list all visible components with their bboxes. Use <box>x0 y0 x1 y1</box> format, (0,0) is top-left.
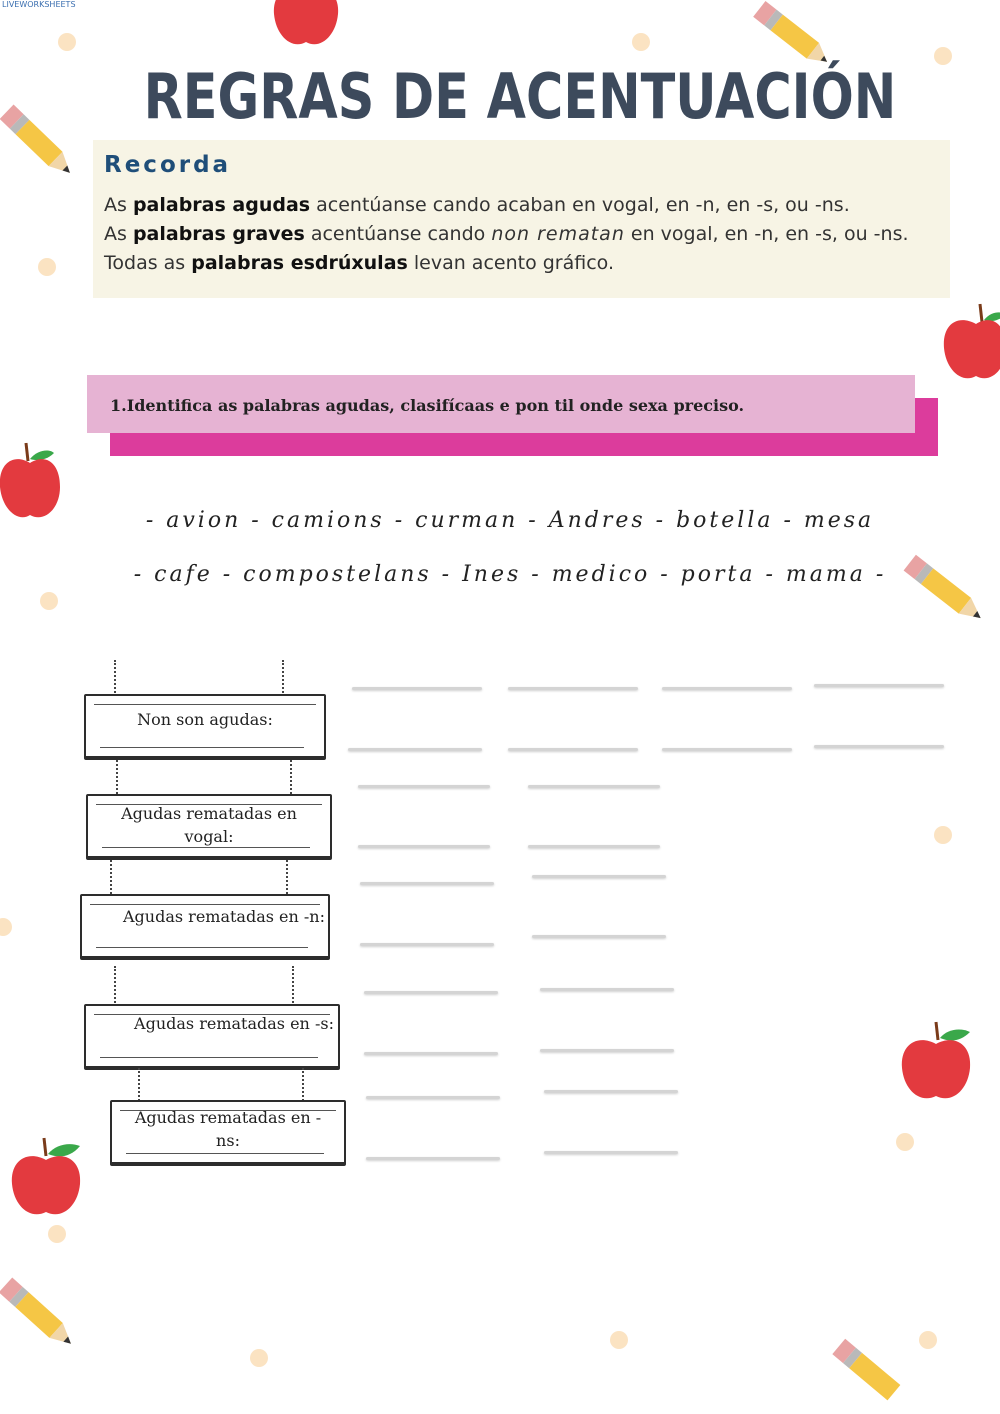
answer-line[interactable] <box>366 1157 500 1160</box>
sign-chain <box>292 966 298 1006</box>
sign-agudas-s <box>84 966 340 1070</box>
answer-line[interactable] <box>814 684 944 687</box>
answer-line[interactable] <box>662 748 792 751</box>
apple-icon <box>898 1016 974 1104</box>
answer-line[interactable] <box>364 1052 498 1055</box>
decor-dot <box>610 1331 628 1349</box>
answer-line[interactable] <box>532 935 666 938</box>
rule-term: palabras graves <box>132 223 305 245</box>
pencil-icon <box>0 1270 84 1360</box>
page-title: REGRAS DE ACENTUACIÓN <box>143 60 897 133</box>
sign-chain <box>302 1068 308 1104</box>
sign-chain <box>286 860 292 898</box>
word-list-line-1: - avion - camions - curman - Andres - botella - mesa <box>145 508 875 533</box>
decor-dot <box>40 592 58 610</box>
answer-line[interactable] <box>508 687 638 690</box>
sign-chain <box>116 760 122 798</box>
pencil-icon <box>0 98 84 188</box>
rule-agudas <box>104 194 850 216</box>
answer-line[interactable] <box>532 875 666 878</box>
answer-line[interactable] <box>528 845 660 848</box>
rule-term: palabras esdrúxulas <box>191 252 408 274</box>
sign-agudas-ns <box>110 1068 346 1166</box>
recorda-heading: Recorda <box>104 152 232 178</box>
sign-label: Agudas rematadas en -n: <box>122 907 325 926</box>
apple-icon <box>8 1132 84 1220</box>
decor-dot <box>38 258 56 276</box>
answer-line[interactable] <box>544 1090 678 1093</box>
sign-non-agudas <box>84 660 326 760</box>
decor-dot <box>0 918 12 936</box>
sign-chain <box>110 860 116 898</box>
exercise-instruction: 1.Identifica as palabras agudas, clasifícaas e pon til onde sexa preciso. <box>110 396 745 415</box>
answer-line[interactable] <box>544 1151 678 1154</box>
decor-dot <box>934 826 952 844</box>
answer-line[interactable] <box>358 845 490 848</box>
sign-label: Agudas rematadas en -ns: <box>134 1108 322 1150</box>
answer-line[interactable] <box>508 748 638 751</box>
pencil-icon <box>900 546 992 636</box>
rule-text: acentúanse cando acaban en vogal, en -n, en -s, ou -ns. <box>310 194 850 216</box>
sign-chain <box>114 966 120 1006</box>
sign-chain <box>290 760 296 798</box>
answer-line[interactable] <box>358 785 490 788</box>
sign-chain <box>138 1068 144 1104</box>
answer-line[interactable] <box>348 748 482 751</box>
word-list-line-2: - cafe - compostelans - Ines - medico - porta - mama - <box>133 562 887 587</box>
answer-line[interactable] <box>364 991 498 994</box>
rule-emphasis: non rematan <box>491 223 625 245</box>
rule-text: levan acento gráfico. <box>407 252 614 274</box>
answer-line[interactable] <box>360 943 494 946</box>
answer-line[interactable] <box>366 1096 500 1099</box>
decor-dot <box>58 33 76 51</box>
sign-label: Agudas rematadas en vogal: <box>121 804 297 846</box>
rule-graves <box>104 223 909 245</box>
sign-agudas-vogal <box>86 760 332 860</box>
rule-text: As <box>104 194 133 216</box>
sign-agudas-n <box>80 860 330 960</box>
rule-esdruxulas <box>104 252 614 274</box>
answer-line[interactable] <box>528 785 660 788</box>
rule-text: en vogal, en -n, en -s, ou -ns. <box>624 223 909 245</box>
apple-icon <box>268 0 344 52</box>
watermark: LIVEWORKSHEETS <box>2 0 76 9</box>
decor-dot <box>48 1225 66 1243</box>
sign-label: Non son agudas: <box>137 710 273 729</box>
answer-line[interactable] <box>540 988 674 991</box>
answer-line[interactable] <box>814 745 944 748</box>
rule-term: palabras agudas <box>132 194 311 216</box>
rule-text: Todas as <box>104 252 192 274</box>
answer-line[interactable] <box>360 882 494 885</box>
rule-text: acentúanse cando <box>304 223 492 245</box>
decor-dot <box>896 1133 914 1151</box>
answer-line[interactable] <box>540 1049 674 1052</box>
pencil-icon <box>826 1336 922 1414</box>
apple-icon <box>940 298 1000 384</box>
rule-text: As <box>104 223 133 245</box>
answer-line[interactable] <box>352 687 482 690</box>
decor-dot <box>632 33 650 51</box>
answer-line[interactable] <box>662 687 792 690</box>
decor-dot <box>250 1349 268 1367</box>
sign-label: Agudas rematadas en -s: <box>134 1014 334 1033</box>
